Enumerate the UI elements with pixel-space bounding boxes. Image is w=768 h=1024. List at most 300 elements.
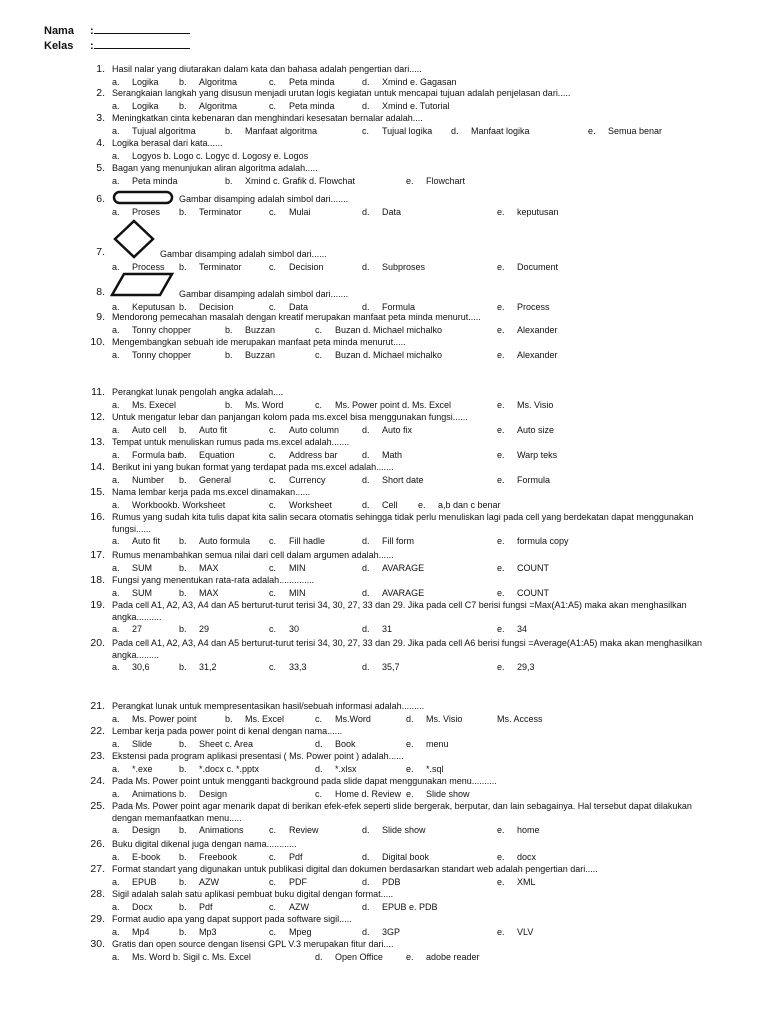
answer-option[interactable]	[497, 350, 558, 360]
option-letter: c.	[269, 449, 277, 460]
answer-option[interactable]	[362, 77, 457, 87]
answer-option[interactable]	[497, 400, 553, 410]
option-text: Ms. Access	[497, 713, 543, 724]
option-text: 29	[199, 624, 210, 634]
answer-option[interactable]	[112, 101, 159, 111]
answer-option[interactable]	[497, 450, 557, 460]
option-letter: a.	[112, 125, 120, 136]
question-text: Gratis dan open source dengan lisensi GPL V.3 merupakan fitur dari....	[112, 939, 394, 949]
answer-option[interactable]	[315, 325, 442, 335]
question-text: Serangkaian langkah yang disusun menjadi urutan logis kegiatan untuk mencapai tujuan adalah penjelasan dari.....	[112, 88, 571, 98]
option-text: Document	[517, 261, 559, 272]
option-text: Alexander	[517, 349, 558, 360]
answer-option[interactable]	[179, 425, 227, 435]
answer-option[interactable]	[112, 475, 164, 485]
answer-option[interactable]	[497, 262, 558, 272]
question-number: 11.	[91, 386, 105, 398]
name-label: Nama	[44, 25, 74, 37]
option-letter: b.	[179, 301, 187, 312]
option-letter: a.	[112, 499, 120, 510]
answer-options	[112, 101, 752, 113]
answer-option[interactable]	[497, 825, 540, 835]
option-text: Auto cell	[132, 424, 167, 435]
question-text: Rumus menambahkan semua nilai dari cell dalam argumen adalah......	[112, 550, 394, 560]
answer-option[interactable]	[112, 151, 308, 161]
option-text: Peta minda	[289, 76, 335, 87]
answer-options	[112, 877, 752, 889]
answer-option[interactable]	[362, 825, 426, 835]
answer-option[interactable]	[112, 852, 161, 862]
answer-option[interactable]	[406, 764, 444, 774]
option-text: Tujual logika	[382, 125, 433, 136]
answer-options	[112, 789, 752, 801]
option-letter: a.	[112, 662, 120, 672]
question-number: 26.	[90, 838, 105, 850]
option-text: Warp teks	[517, 449, 558, 460]
option-text: *.xlsx	[335, 763, 357, 774]
answer-option[interactable]	[179, 764, 259, 774]
class-colon: :	[90, 40, 94, 52]
option-letter: c.	[269, 206, 277, 217]
answer-option[interactable]	[497, 624, 527, 634]
option-letter: c.	[269, 562, 277, 573]
option-text: COUNT	[517, 562, 549, 573]
option-letter: d.	[362, 825, 370, 835]
option-letter: c.	[269, 662, 277, 672]
question-number: 30.	[90, 938, 105, 950]
answer-option[interactable]	[269, 450, 338, 460]
option-text: 29,3	[517, 662, 535, 672]
answer-option[interactable]	[269, 825, 319, 835]
answer-option[interactable]	[225, 325, 275, 335]
question-text: Sigil adalah salah satu aplikasi pembuat buku digital dengan format.....	[112, 889, 394, 899]
answer-option[interactable]	[497, 662, 535, 672]
answer-option[interactable]	[112, 662, 150, 672]
answer-option[interactable]	[362, 927, 400, 937]
option-letter: b.	[179, 536, 187, 546]
option-text: 35,7	[382, 662, 400, 672]
answer-option[interactable]	[269, 877, 307, 887]
option-letter: d.	[362, 301, 370, 312]
option-letter: a.	[112, 763, 120, 774]
answer-option[interactable]	[269, 77, 335, 87]
option-text: Open Office	[335, 951, 383, 962]
option-text: Currency	[289, 474, 326, 485]
option-letter: b.	[179, 788, 187, 799]
answer-option[interactable]	[451, 126, 530, 136]
answer-option[interactable]	[179, 262, 242, 272]
option-letter: e.	[406, 763, 414, 774]
answer-option[interactable]	[269, 475, 326, 485]
answer-options	[112, 952, 752, 964]
option-letter: e.	[497, 399, 505, 410]
answer-option[interactable]	[112, 563, 152, 573]
option-letter: b.	[179, 449, 187, 460]
option-text: Xmind c. Grafik d. Flowchat	[245, 175, 356, 186]
question-text: Pada cell A1, A2, A3, A4 dan A5 berturut-turut terisi 34, 30, 27, 33 dan 29. Jika pada cell C7 berisi fungsi =Max(A1:A5) maka akan menghasilkan angka..........	[112, 600, 687, 622]
answer-option[interactable]	[362, 624, 392, 634]
answer-option[interactable]	[406, 789, 470, 799]
answer-option[interactable]	[269, 927, 312, 937]
answer-option[interactable]	[112, 877, 157, 887]
option-letter: e.	[497, 324, 505, 335]
question-text: Meningkatkan cinta kebenaran dan menghindari kesesatan bernalar adalah....	[112, 113, 423, 123]
option-text: Xmind e. Gagasan	[382, 76, 457, 87]
option-text: Auto size	[517, 424, 555, 435]
answer-options	[112, 325, 752, 337]
answer-option[interactable]	[315, 400, 451, 410]
answer-option[interactable]	[112, 350, 191, 360]
answer-option[interactable]	[112, 952, 251, 962]
answer-option[interactable]	[497, 877, 536, 887]
answer-option[interactable]	[497, 852, 536, 862]
question-number: 10.	[90, 336, 105, 348]
option-text: Mpeg	[289, 926, 312, 937]
answer-option[interactable]	[315, 350, 442, 360]
question-text: Bagan yang menunjukan aliran algoritma adalah.....	[112, 163, 318, 173]
option-letter: c.	[269, 474, 277, 485]
answer-option[interactable]	[112, 176, 178, 186]
question-number: 20.	[90, 637, 105, 649]
option-letter: d.	[362, 901, 370, 912]
option-text: Mp3	[199, 926, 217, 937]
answer-option[interactable]	[269, 563, 306, 573]
option-letter: a.	[112, 76, 120, 87]
question-text: Perangkat lunak pengolah angka adalah....	[112, 387, 284, 397]
answer-option[interactable]	[362, 662, 400, 672]
question-text: Lembar kerja pada power point di kenal dengan nama......	[112, 726, 343, 736]
option-letter: d.	[362, 449, 370, 460]
answer-option[interactable]	[112, 739, 152, 749]
answer-option[interactable]	[112, 262, 165, 272]
answer-option[interactable]	[497, 588, 549, 598]
answer-option[interactable]	[362, 126, 432, 136]
answer-options	[112, 927, 752, 939]
answer-option[interactable]	[179, 624, 209, 634]
answer-option[interactable]	[269, 624, 299, 634]
option-letter: d.	[362, 76, 370, 87]
option-letter: b.	[225, 324, 233, 335]
answer-option[interactable]	[112, 588, 152, 598]
option-letter: b.	[225, 399, 233, 410]
option-text: Process	[132, 261, 165, 272]
answer-option[interactable]	[497, 563, 549, 573]
option-text: Ms. Execel	[132, 399, 177, 410]
option-letter: a.	[112, 825, 120, 835]
option-letter: b.	[179, 587, 187, 598]
option-text: formula copy	[517, 536, 569, 546]
option-letter: b.	[179, 261, 187, 272]
answer-option[interactable]	[112, 325, 191, 335]
answer-option[interactable]	[225, 176, 355, 186]
option-letter: c.	[269, 901, 277, 912]
option-text: PDF	[289, 876, 307, 887]
answer-option[interactable]	[406, 176, 465, 186]
option-text: Mp4	[132, 926, 150, 937]
option-letter: a.	[112, 624, 120, 634]
option-text: adobe reader	[426, 951, 480, 962]
answer-option[interactable]	[112, 902, 153, 912]
answer-option[interactable]	[112, 425, 167, 435]
option-text: Flowchart	[426, 175, 466, 186]
question-number: 22.	[90, 725, 105, 737]
answer-option[interactable]	[315, 739, 356, 749]
option-letter: e.	[497, 624, 505, 634]
answer-option[interactable]	[179, 739, 253, 749]
option-letter: c.	[269, 76, 277, 87]
answer-option[interactable]	[362, 425, 412, 435]
answer-option[interactable]	[362, 877, 401, 887]
answer-option[interactable]	[112, 77, 159, 87]
option-text: Auto fit	[132, 536, 161, 546]
answer-option[interactable]	[179, 77, 237, 87]
option-text: Logyos b. Logo c. Logyc d. Logosy e. Logos	[132, 150, 309, 161]
answer-options	[112, 825, 752, 837]
answer-option[interactable]	[179, 207, 242, 217]
answer-option[interactable]	[112, 624, 142, 634]
option-text: Mulai	[289, 206, 311, 217]
answer-option[interactable]	[269, 588, 306, 598]
question-number: 19.	[90, 599, 105, 611]
question-text: Pada Ms. Power point untuk mengganti background pada slide dapat menggunakan menu..........	[112, 776, 497, 786]
answer-option[interactable]	[112, 126, 196, 136]
answer-option[interactable]	[225, 350, 275, 360]
answer-option[interactable]	[362, 207, 401, 217]
answer-option[interactable]	[269, 425, 339, 435]
answer-option[interactable]	[497, 325, 558, 335]
option-text: AVARAGE	[382, 562, 425, 573]
answer-option[interactable]	[497, 425, 554, 435]
answer-option[interactable]	[269, 207, 311, 217]
answer-option[interactable]	[362, 262, 425, 272]
answer-option[interactable]	[225, 126, 317, 136]
answer-option[interactable]	[179, 852, 237, 862]
option-text: Auto fix	[382, 424, 413, 435]
answer-option[interactable]	[179, 927, 217, 937]
option-text: 34	[517, 624, 528, 634]
answer-option[interactable]	[269, 500, 332, 510]
answer-option[interactable]	[315, 952, 383, 962]
option-letter: a.	[112, 474, 120, 485]
answer-option[interactable]	[112, 825, 160, 835]
option-text: Ms. Word b. Sigil c. Ms. Excel	[132, 951, 251, 962]
option-letter: d.	[362, 662, 370, 672]
question-text: Gambar disamping adalah simbol dari.......	[179, 289, 349, 299]
option-letter: a.	[112, 876, 120, 887]
option-letter: d.	[315, 763, 323, 774]
option-letter: e.	[497, 301, 505, 312]
option-text: Slide show	[382, 825, 426, 835]
option-letter: c.	[269, 301, 277, 312]
option-letter: a.	[112, 851, 120, 862]
option-text: MAX	[199, 587, 219, 598]
option-text: a,b dan c benar	[438, 499, 501, 510]
option-letter: a.	[112, 301, 120, 312]
question-number: 14.	[90, 461, 105, 473]
option-letter: b.	[179, 901, 187, 912]
option-text: Tonny chopper	[132, 349, 192, 360]
answer-option[interactable]	[497, 302, 550, 312]
answer-option[interactable]	[179, 475, 231, 485]
question-text: Untuk mengatur lebar dan panjangan kolom pada ms.excel bisa menggunakan fungsi......	[112, 412, 468, 422]
answer-option[interactable]	[112, 764, 153, 774]
answer-option[interactable]	[269, 262, 324, 272]
question-number: 27.	[90, 863, 105, 875]
question-number: 5.	[96, 162, 105, 174]
option-text: *.sql	[426, 763, 444, 774]
question-text: Mengembangkan sebuah ide merupakan manfaat peta minda menurut.....	[112, 337, 406, 347]
answer-option[interactable]	[179, 902, 213, 912]
answer-option[interactable]	[406, 952, 480, 962]
answer-option[interactable]	[179, 563, 219, 573]
option-text: COUNT	[517, 587, 549, 598]
option-letter: c.	[269, 499, 277, 510]
option-letter: c.	[269, 876, 277, 887]
option-letter: e.	[497, 825, 505, 835]
option-text: Formula	[382, 301, 416, 312]
answer-options	[112, 536, 752, 548]
option-text: Ms. Visio	[517, 399, 554, 410]
answer-option[interactable]	[269, 852, 303, 862]
answer-option[interactable]	[269, 302, 308, 312]
option-text: menu	[426, 738, 449, 749]
name-colon: :	[90, 25, 94, 37]
option-text: Terminator	[199, 206, 242, 217]
option-letter: e.	[418, 499, 426, 510]
question-text: Berikut ini yang bukan format yang terdapat pada ms.excel adalah.......	[112, 462, 394, 472]
answer-options	[112, 262, 752, 274]
answer-option[interactable]	[112, 927, 150, 937]
option-text: 3GP	[382, 926, 401, 937]
answer-option[interactable]	[225, 400, 283, 410]
answer-options	[112, 176, 752, 188]
option-text: Ms. Visio	[426, 713, 463, 724]
answer-option[interactable]	[497, 536, 569, 546]
question-number: 9.	[96, 311, 105, 323]
answer-option[interactable]	[225, 714, 284, 724]
answer-option[interactable]	[269, 662, 307, 672]
answer-option[interactable]	[362, 852, 429, 862]
answer-option[interactable]	[497, 207, 559, 217]
answer-option[interactable]	[362, 902, 438, 912]
option-letter: d.	[362, 499, 370, 510]
answer-option[interactable]	[112, 536, 160, 546]
answer-option[interactable]	[112, 302, 175, 312]
option-letter: c.	[269, 851, 277, 862]
option-letter: a.	[112, 587, 120, 598]
answer-option[interactable]	[362, 588, 424, 598]
option-letter: a.	[112, 788, 120, 799]
answer-options	[112, 207, 752, 219]
option-letter: e.	[497, 474, 505, 485]
answer-option[interactable]	[315, 714, 371, 724]
answer-option[interactable]	[112, 207, 160, 217]
answer-option[interactable]	[112, 789, 177, 799]
answer-option[interactable]	[362, 500, 398, 510]
answer-option[interactable]	[179, 302, 234, 312]
answer-option[interactable]	[179, 877, 219, 887]
answer-option[interactable]	[497, 714, 543, 724]
answer-options	[112, 400, 752, 412]
option-letter: e.	[497, 926, 505, 937]
answer-option[interactable]	[179, 789, 227, 799]
answer-options	[112, 662, 752, 674]
answer-options	[112, 475, 752, 487]
option-text: 30	[289, 624, 300, 634]
option-text: Tujual algoritma	[132, 125, 196, 136]
answer-option[interactable]	[112, 500, 225, 510]
answer-option[interactable]	[362, 563, 424, 573]
option-text: Subproses	[382, 261, 426, 272]
answer-option[interactable]	[418, 500, 501, 510]
option-letter: c.	[315, 788, 323, 799]
option-text: 30,6	[132, 662, 150, 672]
option-letter: d.	[451, 125, 459, 136]
answer-option[interactable]	[112, 400, 176, 410]
option-letter: e.	[497, 424, 505, 435]
answer-option[interactable]	[362, 536, 414, 546]
option-text: Manfaat logika	[471, 125, 530, 136]
option-text: Home d. Review	[335, 788, 402, 799]
answer-option[interactable]	[179, 588, 219, 598]
option-text: Slide show	[426, 788, 470, 799]
question-text: Hasil nalar yang diutarakan dalam kata dan bahasa adalah pengertian dari.....	[112, 64, 422, 74]
answer-option[interactable]	[179, 825, 244, 835]
answer-option[interactable]	[269, 101, 335, 111]
option-text: MIN	[289, 562, 306, 573]
option-letter: b.	[179, 562, 187, 573]
option-letter: d.	[362, 261, 370, 272]
answer-option[interactable]	[269, 536, 325, 546]
answer-option[interactable]	[179, 101, 237, 111]
option-text: Buzzan	[245, 324, 276, 335]
option-letter: a.	[112, 100, 120, 111]
name-blank-line[interactable]	[94, 24, 190, 34]
answer-option[interactable]	[362, 475, 424, 485]
answer-option[interactable]	[362, 302, 415, 312]
answer-option[interactable]	[406, 714, 462, 724]
answer-option[interactable]	[315, 789, 401, 799]
answer-option[interactable]	[269, 902, 309, 912]
answer-option[interactable]	[497, 927, 533, 937]
question-number: 29.	[90, 913, 105, 925]
option-text: EPUB	[132, 876, 157, 887]
answer-option[interactable]	[179, 536, 250, 546]
option-text: Number	[132, 474, 165, 485]
option-letter: b.	[179, 763, 187, 774]
answer-option[interactable]	[497, 475, 550, 485]
answer-option[interactable]	[179, 662, 217, 672]
answer-option[interactable]	[179, 450, 235, 460]
option-text: Auto column	[289, 424, 340, 435]
answer-option[interactable]	[588, 126, 662, 136]
option-letter: c.	[269, 100, 277, 111]
question-text: Rumus yang sudah kita tulis dapat kita salin secara otomatis sehingga tidak perlu menuliskan lagi pada cell yang berdekatan dapat menggunakan fungsi......	[112, 512, 694, 534]
question-number: 8.	[96, 286, 105, 298]
answer-option[interactable]	[406, 739, 449, 749]
answer-option[interactable]	[112, 714, 197, 724]
name-field-row	[44, 24, 190, 37]
option-letter: c.	[269, 587, 277, 598]
class-blank-line[interactable]	[94, 39, 190, 49]
option-letter: c.	[269, 624, 277, 634]
answer-option[interactable]	[362, 450, 402, 460]
option-text: Formula bar	[132, 449, 181, 460]
answer-option[interactable]	[362, 101, 450, 111]
question-number: 17.	[90, 549, 105, 561]
answer-option[interactable]	[315, 764, 357, 774]
answer-option[interactable]	[112, 450, 181, 460]
